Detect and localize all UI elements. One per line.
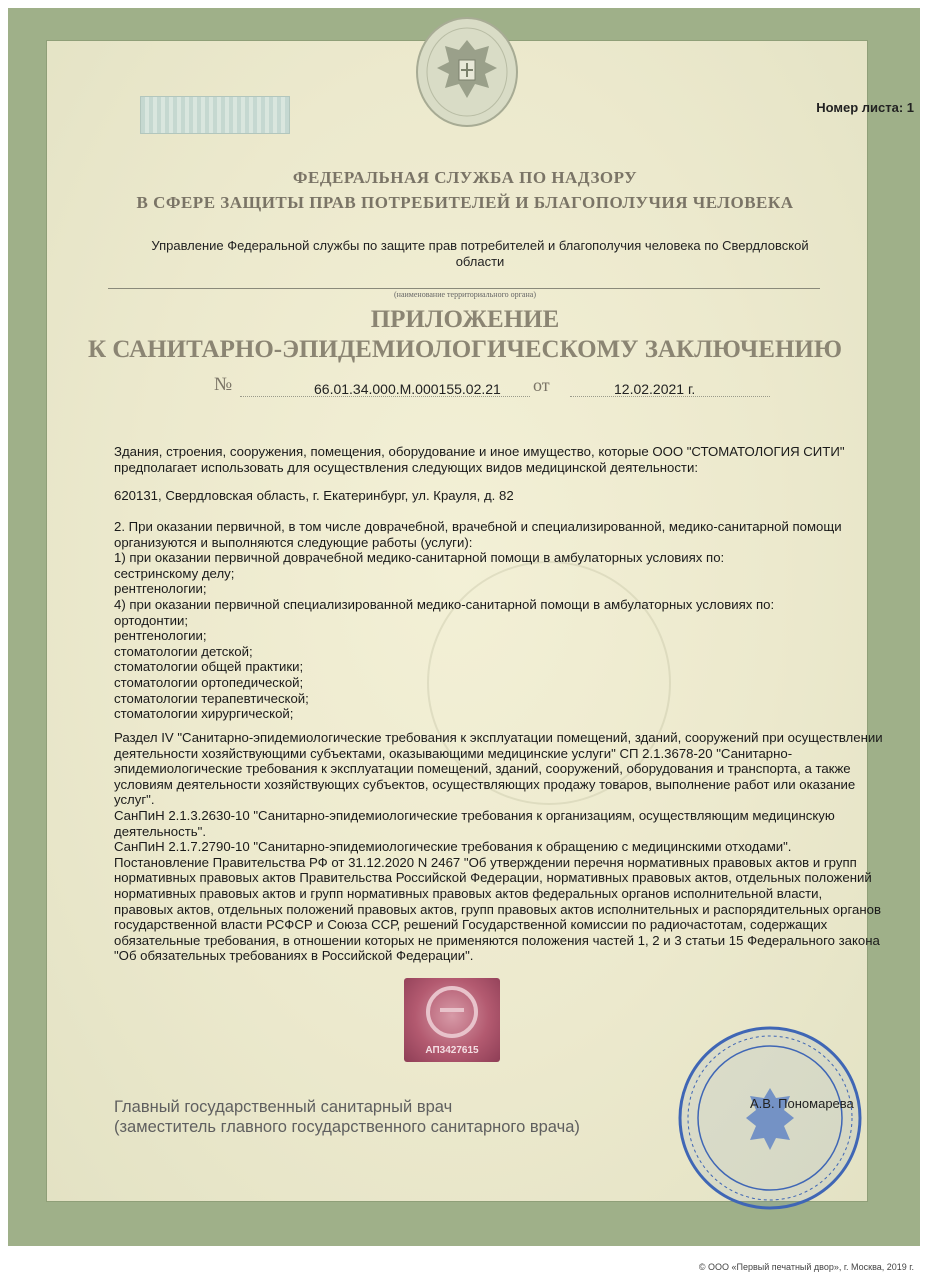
regulations-list [114,730,884,964]
services-item: 1) при оказании первичной доврачебной медико-санитарной помощи в амбулаторных условиях по: [114,550,725,566]
eagle-emblem-icon [415,16,519,128]
regulation-item: Раздел IV "Санитарно-эпидемиологические требования к эксплуатации помещений, зданий, сооружений при осуществлении деятельности хозяйствующими субъектами, оказывающими медицинские услуги" СП 2.1.3678-20 "Санитарно-эпидемиологические требования к эксплуатации помещений, зданий, сооружений, оборудования и транспорта, а также условиям деятельности хозяйствующих субъектов, осуществляющих продажу товаров, выполнение работ или оказание услуг". [114,730,883,808]
signatory-title-note: (заместитель главного государственного санитарного врача) [114,1118,580,1136]
agency-name-line2: В СФЕРЕ ЗАЩИТЫ ПРАВ ПОТРЕБИТЕЛЕЙ И БЛАГОПОЛУЧИЯ ЧЕЛОВЕКА [136,193,794,212]
document-subtitle: К САНИТАРНО-ЭПИДЕМИОЛОГИЧЕСКОМУ ЗАКЛЮЧЕНИЮ [88,336,842,363]
from-label: от [533,375,550,395]
agency-name-line1: ФЕДЕРАЛЬНАЯ СЛУЖБА ПО НАДЗОРУ [292,168,638,187]
regulation-item: Постановление Правительства РФ от 31.12.2020 N 2467 "Об утверждении перечня нормативных правовых актов и групп нормативных правовых актов Правительства Российской Федерации, нормативных правовых актов, отдельных положений нормативных правовых актов и групп нормативных правовых актов федеральных органов исполнительной власти, правовых актов, отдельных положений правовых актов, групп правовых актов исполнительных и распорядительных органов государственной власти РСФСР и Союза ССР, решений Государственной комиссии по радиочастотам, содержащих обязательные требования, в отношении которых не применяются положения частей 1, 2 и 3 статьи 15 Федерального закона "Об обязательных требованиях в Российской Федерации". [114,854,881,964]
sheet-number: Номер листа: 1 [816,100,914,115]
territorial-caption: (наименование территориального органа) [394,290,536,299]
services-item: стоматологии общей практики; [114,659,304,675]
signatory-title: Главный государственный санитарный врач [114,1098,453,1116]
regulation-item: СанПиН 2.1.3.2630-10 "Санитарно-эпидемиологические требования к организациям, осуществляющим медицинскую деятельность". [114,807,835,839]
regulation-item: СанПиН 2.1.7.2790-10 "Санитарно-эпидемиологические требования к обращению с медицинскими отходами". [114,839,792,855]
address: 620131, Свердловская область, г. Екатеринбург, ул. Крауля, д. 82 [114,488,514,503]
printer-footer: © ООО «Первый печатный двор», г. Москва, 2019 г. [698,1262,914,1272]
services-item: сестринскому делу; [114,565,235,581]
territorial-body: Управление Федеральной службы по защите прав потребителей и благополучия человека по Свердловской области [151,238,809,269]
services-item: стоматологии детской; [114,643,253,659]
number-sign: № [214,374,233,395]
security-hologram [404,978,500,1062]
services-item: стоматологии ортопедической; [114,674,304,690]
signatory-name: А.В. Пономарева [750,1096,854,1111]
services-item: стоматологии хирургической; [114,706,294,722]
intro-paragraph: Здания, строения, сооружения, помещения, оборудование и иное имущество, которые ООО "СТОМАТОЛОГИЯ СИТИ" предполагает использовать для осуществления следующих видов медицинской деятельности: [114,444,845,475]
conclusion-date: 12.02.2021 г. [614,381,696,397]
services-item: рентгенологии; [114,628,207,644]
security-hologram-strip [140,96,290,134]
services-list [114,519,884,722]
territorial-rule [108,288,820,289]
hologram-logo-icon [426,986,478,1038]
document-title: ПРИЛОЖЕНИЕ [370,306,560,333]
official-seal-icon [676,1024,864,1212]
services-item: ортодонтии; [114,612,189,628]
hologram-serial: АП3427615 [425,1045,479,1056]
conclusion-number: 66.01.34.000.М.000155.02.21 [314,381,501,397]
services-item: стоматологии терапевтической; [114,690,309,706]
services-item: 2. При оказании первичной, в том числе доврачебной, врачебной и специализированной, медико-санитарной помощи организуются и выполняются следующие работы (услуги): [114,519,842,550]
services-item: 4) при оказании первичной специализированной медико-санитарной помощи в амбулаторных условиях по: [114,596,775,612]
services-item: рентгенологии; [114,581,207,597]
